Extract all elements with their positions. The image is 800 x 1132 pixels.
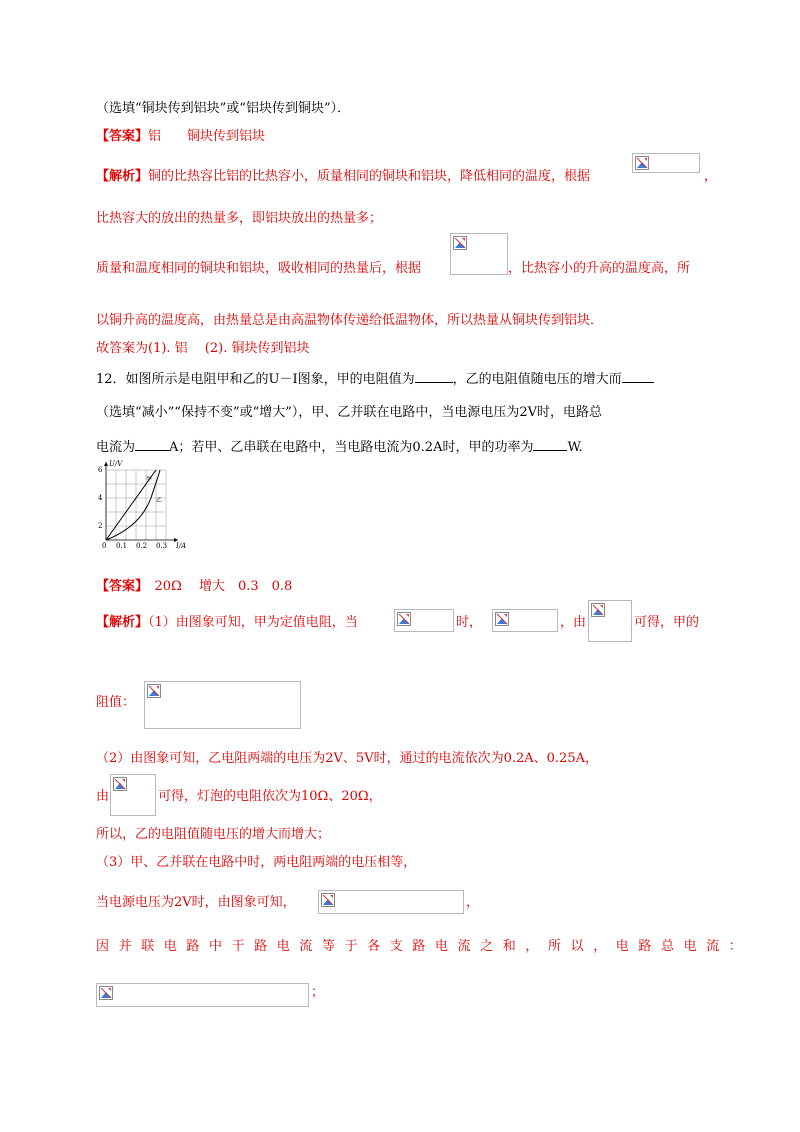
formula-image-placeholder: [632, 153, 700, 173]
x-tick: 0.3: [156, 542, 168, 550]
broken-image-icon: [147, 684, 161, 698]
explanation-line-1c-end: ，比热容小的升高的温度高，所: [508, 261, 691, 276]
explanation-tag: 【解析】: [96, 615, 149, 630]
answer-tag: 【答案】: [96, 579, 142, 594]
answer-blank: [622, 370, 654, 383]
question-text: ，乙的电阻值随电压的增大而: [452, 372, 622, 387]
explanation-line-1a: [96, 168, 590, 186]
question-text-tail: （选填“铜块传到铝块”或“铝块传到铜块”）．: [96, 101, 351, 116]
formula-image-placeholder: [394, 609, 454, 632]
y-tick: 6: [98, 466, 103, 474]
question-text: 12．如图所示是电阻甲和乙的U－I图象，甲的电阻值为: [96, 372, 415, 387]
broken-image-icon: [321, 893, 335, 907]
broken-image-icon: [591, 603, 605, 617]
formula-image-placeholder: [144, 681, 301, 729]
explanation-text: （1）由图象可知，甲为定值电阻，当: [148, 615, 358, 630]
question-12-line-1: [96, 370, 654, 389]
explanation-line-1d: 以铜升高的温度高，由热量总是由高温物体传递给低温物体，所以热量从铜块传到铝块．: [96, 313, 604, 328]
formula-image-placeholder: [450, 233, 508, 275]
explanation-line-2h: 因并联电路中干路电流等于各支路电流之和，所以，电路总电流：: [96, 939, 752, 954]
x-tick: 0.2: [136, 542, 148, 550]
u-i-graph: [96, 458, 192, 550]
explanation-line-1b: 比热容大的放出的热量多，即铝块放出的热量多；: [96, 211, 383, 226]
answer-text: 铝 铜块传到铝块: [148, 129, 266, 144]
formula-image-placeholder: [588, 600, 632, 642]
answer-text: 20Ω 增大 0.3 0.8: [141, 579, 293, 594]
explanation-text: ；: [311, 985, 325, 1000]
y-tick: 4: [98, 494, 103, 502]
question-text: W.: [567, 440, 583, 455]
explanation-text: 时，: [456, 615, 483, 630]
question-text: 电流为: [96, 440, 136, 455]
explanation-text: ，由: [560, 615, 587, 630]
answer-line-2: [96, 578, 292, 596]
explanation-line-2f: （3）甲、乙并联在电路中时，两电阻两端的电压相等，: [96, 855, 417, 870]
question-12-line-2: （选填“减小”“保持不变”或“增大”），甲、乙并联在电路中，当电源电压为2V时，电路总: [96, 405, 603, 420]
question-12-line-3: [96, 438, 583, 457]
explanation-line-2d: 由: [96, 789, 110, 804]
explanation-line-2g: 当电源电压为2V时，由图象可知，: [96, 895, 296, 910]
explanation-line-2e: 所以，乙的电阻值随电压的增大而增大；: [96, 827, 331, 842]
answer-blank: [415, 370, 453, 383]
explanation-line-1e: 故答案为(1). 铝 (2). 铜块传到铝块: [96, 341, 310, 356]
explanation-text: 可得，甲的: [634, 615, 700, 630]
formula-image-placeholder: [96, 983, 309, 1007]
broken-image-icon: [113, 777, 127, 791]
curve-label-yi: 乙: [156, 497, 163, 504]
broken-image-icon: [635, 156, 649, 170]
y-axis-label: U/V: [109, 460, 123, 468]
explanation-line-1c: 质量和温度相同的铜块和铝块，吸收相同的热量后，根据: [96, 261, 422, 276]
explanation-line-2c: （2）由图象可知，乙电阻两端的电压为2V、5V时，通过的电流依次为0.2A、0.25A，: [96, 751, 598, 766]
x-tick: 0.1: [116, 542, 128, 550]
explanation-text: ，: [466, 895, 480, 910]
broken-image-icon: [495, 612, 509, 626]
x-tick: 0: [102, 542, 107, 550]
y-tick: 2: [98, 522, 103, 530]
formula-image-placeholder: [318, 890, 464, 914]
broken-image-icon: [453, 236, 467, 250]
explanation-text: 铜的比热容比铝的比热容小，质量相同的铜块和铝块，降低相同的温度，根据: [148, 169, 591, 184]
explanation-comma: ，: [704, 169, 718, 184]
explanation-text: 可得，灯泡的电阻依次为10Ω、20Ω，: [158, 789, 382, 804]
curve-label-jia: 甲: [146, 476, 153, 483]
answer-blank: [135, 438, 169, 451]
formula-image-placeholder: [110, 774, 156, 816]
explanation-line-2a: [96, 614, 358, 632]
explanation-line-2b: 阻值：: [96, 695, 136, 710]
x-axis-label: I/A: [176, 542, 187, 550]
formula-image-placeholder: [492, 609, 558, 632]
broken-image-icon: [99, 986, 113, 1000]
answer-tag: 【答案】: [96, 129, 149, 144]
explanation-tag: 【解析】: [96, 169, 149, 184]
question-text: A；若甲、乙串联在电路中，当电路电流为0.2A时，甲的功率为: [169, 440, 534, 455]
answer-blank: [533, 438, 567, 451]
broken-image-icon: [397, 612, 411, 626]
answer-line-1: [96, 128, 265, 146]
